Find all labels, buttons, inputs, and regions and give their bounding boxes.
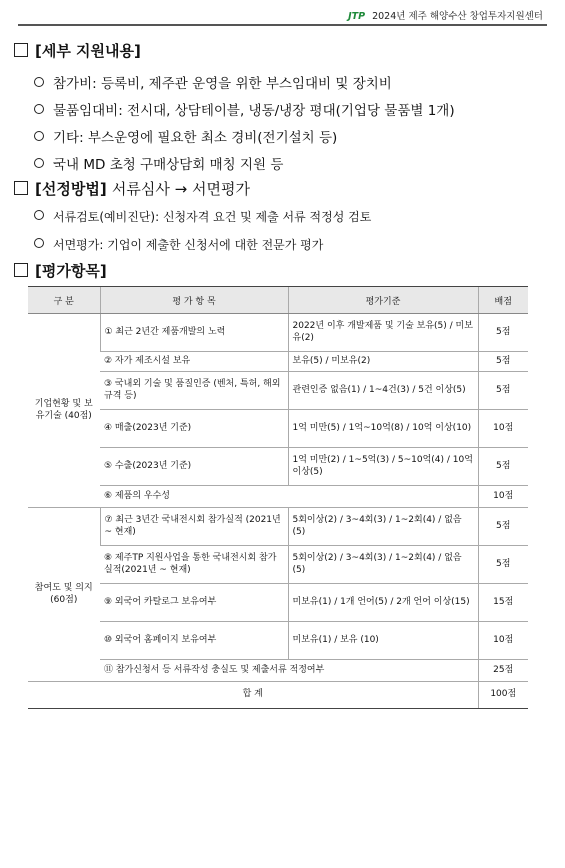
circle-bullet-icon xyxy=(34,210,44,220)
table-row xyxy=(28,486,528,508)
column-header: 구 분 xyxy=(28,287,100,314)
table-row xyxy=(28,352,528,372)
circle-bullet-icon xyxy=(34,238,44,248)
circle-bullet-icon xyxy=(34,104,44,114)
table-header-row xyxy=(28,287,528,314)
list-item: 기타: 부스운영에 필요한 최소 경비(전기설치 등) xyxy=(34,126,337,146)
checkbox-icon xyxy=(14,181,28,195)
criteria-cell: 미보유(1) / 1개 언어(5) / 2개 언어 이상(15) xyxy=(288,584,478,622)
list-item: 물품임대비: 전시대, 상담테이블, 냉동/냉장 평대(기업당 물품별 1개) xyxy=(34,99,455,119)
list-item: 서면평가: 기업이 제출한 신청서에 대한 전문가 평가 xyxy=(34,236,323,253)
header-divider xyxy=(18,24,547,26)
circle-bullet-icon xyxy=(34,131,44,141)
points-cell: 5점 xyxy=(478,352,528,372)
criteria-cell: 관련인증 없음(1) / 1~4건(3) / 5건 이상(5) xyxy=(288,372,478,410)
column-header: 배점 xyxy=(478,287,528,314)
item-cell: ③ 국내외 기술 및 품질인증 (벤처, 특허, 해외규격 등) xyxy=(100,372,288,410)
item-cell: ⑥ 제품의 우수성 xyxy=(100,486,478,508)
item-cell: ⑦ 최근 3년간 국내전시회 참가실적 (2021년 ~ 현재) xyxy=(100,508,288,546)
item-cell: ① 최근 2년간 제품개발의 노력 xyxy=(100,314,288,352)
evaluation-table xyxy=(28,286,528,709)
category-cell: 기업현황 및 보유기술 (40점) xyxy=(28,314,100,508)
points-cell: 10점 xyxy=(478,622,528,660)
section-title: [평가항목] xyxy=(35,262,107,280)
table-total-row xyxy=(28,682,528,709)
item-cell: ⑤ 수출(2023년 기준) xyxy=(100,448,288,486)
criteria-cell: 2022년 이후 개발제품 및 기술 보유(5) / 미보유(2) xyxy=(288,314,478,352)
category-cell: 참여도 및 의지 (60점) xyxy=(28,508,100,682)
points-cell: 5점 xyxy=(478,508,528,546)
table-row xyxy=(28,314,528,352)
page-header xyxy=(348,8,543,22)
total-label: 합 계 xyxy=(28,682,478,709)
table-row xyxy=(28,584,528,622)
points-cell: 5점 xyxy=(478,372,528,410)
item-cell: ⑩ 외국어 홈페이지 보유여부 xyxy=(100,622,288,660)
checkbox-icon xyxy=(14,263,28,277)
table-row xyxy=(28,622,528,660)
section-title: [세부 지원내용] xyxy=(35,42,141,60)
checkbox-icon xyxy=(14,43,28,57)
criteria-cell: 미보유(1) / 보유 (10) xyxy=(288,622,478,660)
criteria-cell: 1억 미만(5) / 1억~10억(8) / 10억 이상(10) xyxy=(288,410,478,448)
item-cell: ② 자가 제조시설 보유 xyxy=(100,352,288,372)
section-evaluation xyxy=(14,260,107,281)
jtp-logo: JTP xyxy=(348,11,366,22)
item-cell: ⑨ 외국어 카탈로그 보유여부 xyxy=(100,584,288,622)
points-cell: 15점 xyxy=(478,584,528,622)
points-cell: 5점 xyxy=(478,448,528,486)
header-title: 2024년 제주 해양수산 창업투자지원센터 xyxy=(372,11,543,22)
list-item: 서류검토(예비진단): 신청자격 요건 및 제출 서류 적정성 검토 xyxy=(34,208,371,225)
table-row xyxy=(28,372,528,410)
points-cell: 10점 xyxy=(478,410,528,448)
circle-bullet-icon xyxy=(34,158,44,168)
section-subtitle: 서류심사 → 서면평가 xyxy=(111,180,250,198)
column-header: 평가기준 xyxy=(288,287,478,314)
circle-bullet-icon xyxy=(34,77,44,87)
criteria-cell: 5회이상(2) / 3~4회(3) / 1~2회(4) / 없음(5) xyxy=(288,546,478,584)
table-row xyxy=(28,546,528,584)
criteria-cell: 5회이상(2) / 3~4회(3) / 1~2회(4) / 없음(5) xyxy=(288,508,478,546)
points-cell: 25점 xyxy=(478,660,528,682)
table-row xyxy=(28,508,528,546)
column-header: 평 가 항 목 xyxy=(100,287,288,314)
criteria-cell: 1억 미만(2) / 1~5억(3) / 5~10억(4) / 10억 이상(5) xyxy=(288,448,478,486)
section-support xyxy=(14,40,141,61)
table-row xyxy=(28,410,528,448)
criteria-cell: 보유(5) / 미보유(2) xyxy=(288,352,478,372)
points-cell: 10점 xyxy=(478,486,528,508)
section-title: [선정방법] xyxy=(35,180,107,198)
item-cell: ⑧ 제주TP 지원사업을 통한 국내전시회 참가실적(2021년 ~ 현재) xyxy=(100,546,288,584)
points-cell: 5점 xyxy=(478,546,528,584)
table-row xyxy=(28,660,528,682)
item-cell: ④ 매출(2023년 기준) xyxy=(100,410,288,448)
table-row xyxy=(28,448,528,486)
item-cell: ⑪ 참가신청서 등 서류작성 충실도 및 제출서류 적정여부 xyxy=(100,660,478,682)
points-cell: 5점 xyxy=(478,314,528,352)
total-points: 100점 xyxy=(478,682,528,709)
list-item: 참가비: 등록비, 제주관 운영을 위한 부스임대비 및 장치비 xyxy=(34,72,392,92)
section-selection xyxy=(14,178,250,199)
list-item: 국내 MD 초청 구매상담회 매칭 지원 등 xyxy=(34,153,283,173)
